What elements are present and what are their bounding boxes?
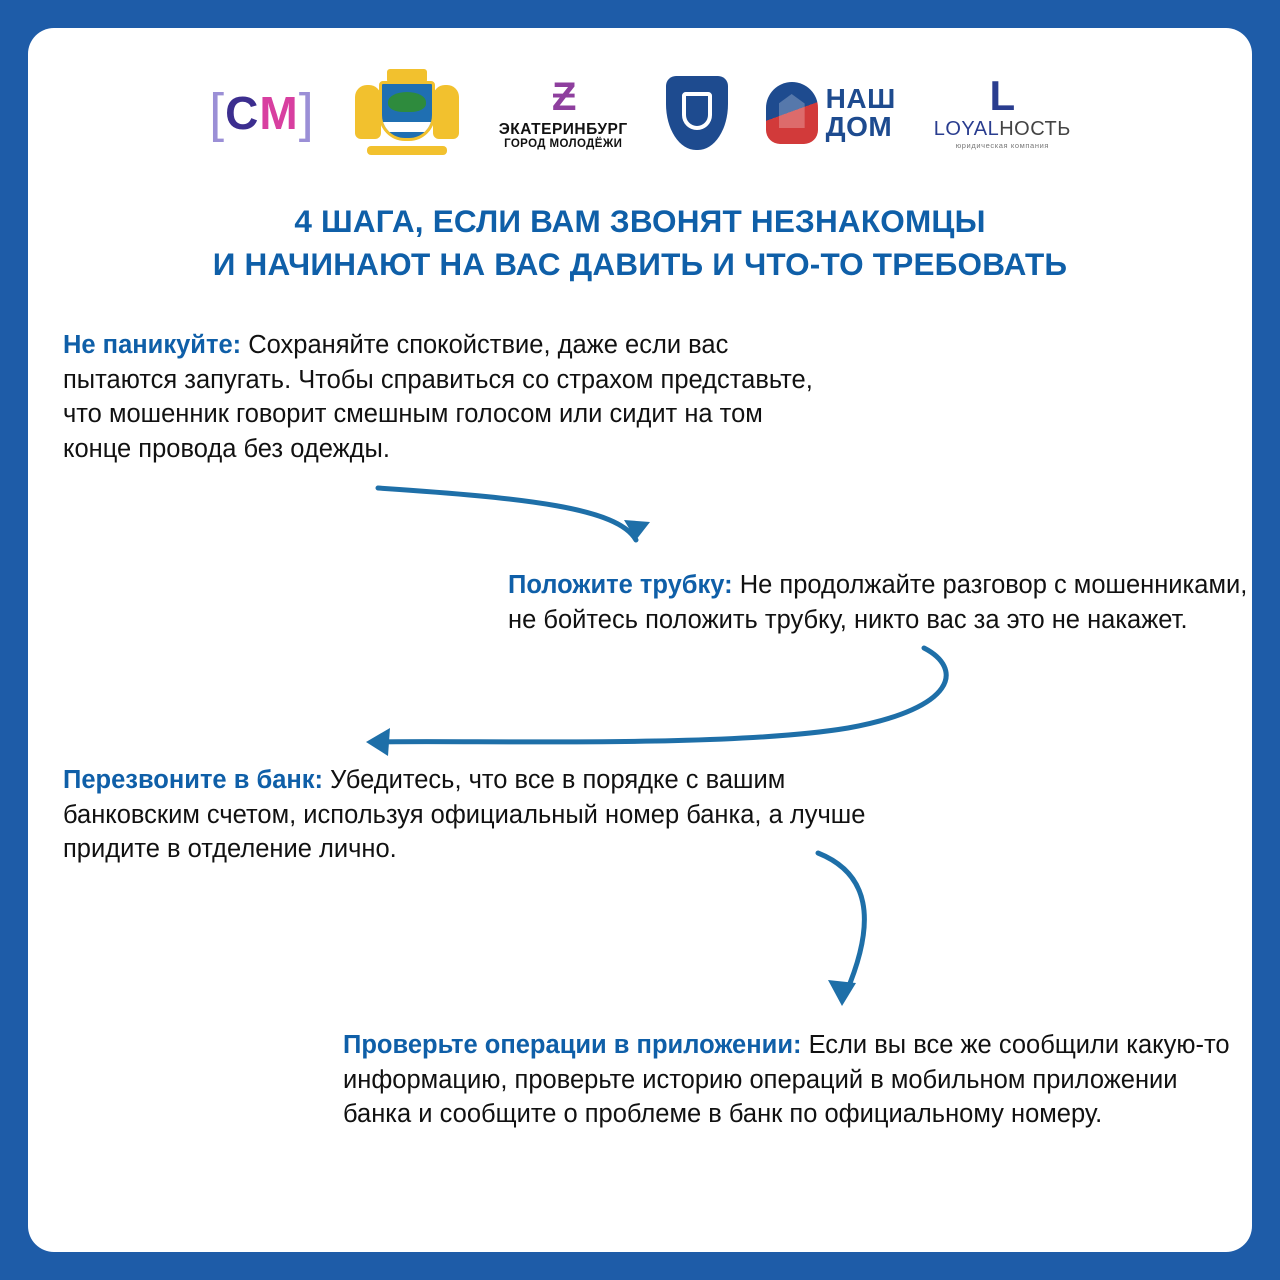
coat-of-arms-bear-right [433,85,459,139]
step-3-heading: Перезвоните в банк: [63,766,324,794]
ekaterinburg-coat-of-arms-icon [353,67,461,159]
logo-strip [28,58,1252,168]
loyalnost-name-part1: LOYAL [933,117,1000,140]
arrow-3-path [818,853,864,993]
shield-icon [666,76,728,150]
loyalnost-subtitle: юридическая компания [955,140,1050,150]
step-1 [63,328,823,467]
cm-logo [209,67,315,159]
step-2-heading: Положите трубку: [508,571,733,599]
cm-logo-bracket-left: [ [209,83,226,143]
coat-of-arms-ribbon [367,146,447,155]
youth-logo-mark: Ƶ [551,74,575,119]
poster-card [28,28,1252,1252]
coat-of-arms-shield [379,81,435,141]
page-title-line2: И НАЧИНАЮТ НА ВАС ДАВИТЬ И ЧТО-ТО ТРЕБОВАТЬ [212,245,1068,282]
loyalnost-name-part2: НОСТЬ [999,117,1071,140]
nash-dom-line1: НАШ [825,83,896,114]
coat-of-arms-bear-left [355,85,381,139]
cm-logo-letter-m: М [259,87,299,139]
nash-dom-flag-icon [766,82,818,144]
step-2 [508,568,1248,637]
nash-dom-logo [766,67,896,159]
coat-of-arms-wave [382,122,432,132]
loyalnost-letter: L [989,71,1016,119]
step-2-text: Не продолжайте разговор с мошенниками, не бойтесь положить трубку, никто вас за это не накажет. [508,571,1248,634]
step-4-text: Если вы все же сообщили какую-то информацию, проверьте историю операций в мобильном приложении банка и сообщите о проблеме в банк по официальному номеру. [343,1031,1230,1129]
arrow-3-head [828,980,856,1006]
step-3 [63,763,903,867]
ekaterinburg-youth-logo [499,67,628,159]
step-3-text: Убедитесь, что все в порядке с вашим банковским счетом, используя официальный номер банка, а лучше придите в отделение лично. [63,766,866,864]
shield-badge-logo [666,67,728,159]
page-title-line1: 4 ШАГА, ЕСЛИ ВАМ ЗВОНЯТ НЕЗНАКОМЦЫ [294,203,986,239]
arrow-1-head [624,520,650,540]
arrow-2-head [366,728,390,756]
loyalnost-logo [934,67,1071,159]
arrow-1-path [378,488,636,540]
cm-logo-bracket-right: ] [298,83,315,143]
youth-logo-line1: ЭКАТЕРИНБУРГ [498,120,628,138]
step-4-heading: Проверьте операции в приложении: [343,1031,802,1059]
page-title [28,200,1252,285]
arrow-2-path [373,648,946,742]
nash-dom-line2: ДОМ [825,111,893,142]
cm-logo-letter-c: С [225,87,260,139]
step-1-text: Сохраняйте спокойствие, даже если вас пытаются запугать. Чтобы справиться со страхом представьте, что мошенник говорит смешным голосом или сидит на том конце провода без одежды. [63,331,813,464]
coat-of-arms-hill [388,92,426,112]
youth-logo-line2: ГОРОД МОЛОДЁЖИ [504,138,623,151]
step-1-heading: Не паникуйте: [63,331,242,359]
step-4 [343,1028,1243,1132]
